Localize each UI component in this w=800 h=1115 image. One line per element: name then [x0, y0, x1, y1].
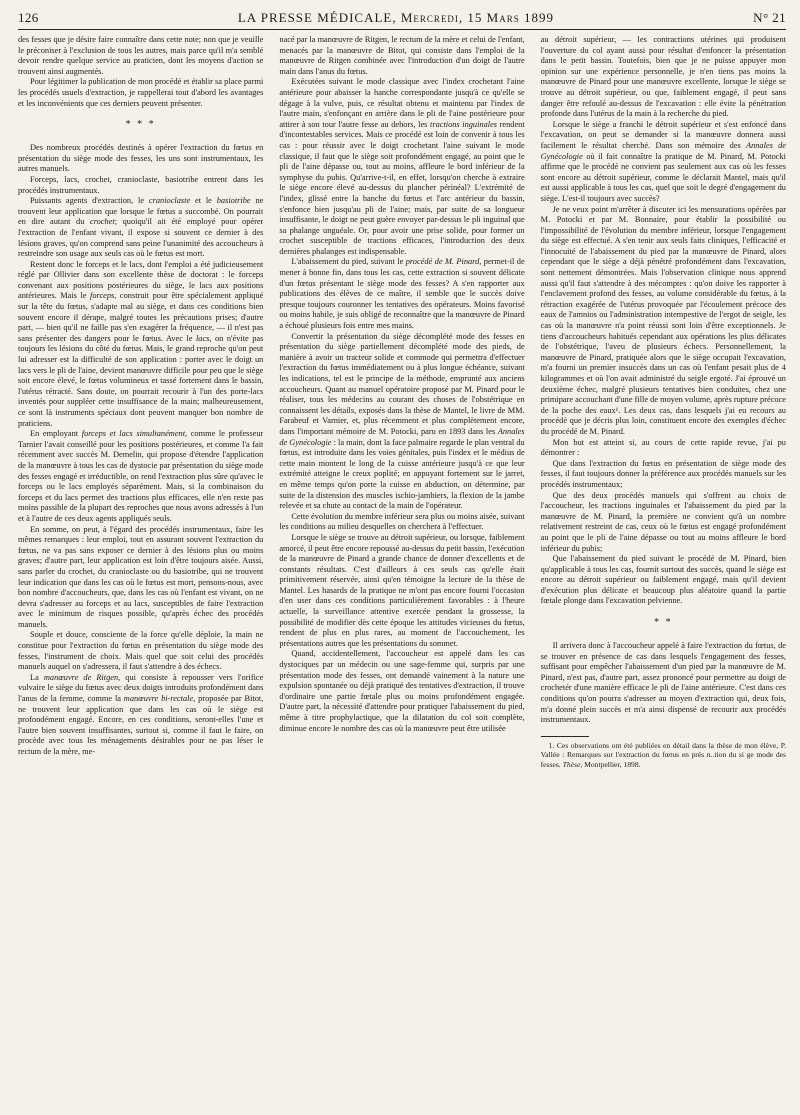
paragraph: Il arrivera donc à l'accoucheur appelé à faire l'extraction du fœtus, de se trouver en présence de cas dans lesquels l'engagement des fesses, suffisant pour empêcher l'abaissement d'un pied par la manœuvre de M. Pinard, n'est pas, d'autre part, assez prononcé pour permettre au doigt de crochetér d'une manière efficace le pli de l'aine antérieure. C'est dans ces conditions qu'on pourra s'adresser au moyen d'extraction qui, deux fois, m'a donné plein succès et m'a ainsi dispensé de recourir aux procédés instrumentaux. [540, 641, 786, 725]
journal-title: LA PRESSE MÉDICALE, Mercredi, 15 Mars 1899 [237, 10, 554, 25]
section-separator: * * [654, 617, 673, 629]
page-number: 126 [18, 10, 39, 25]
conclusion-item: Que l'abaissement du pied suivant le procédé de M. Pinard, bien qu'applicable à tous les cas, fournit surtout des succès, quand le siège est encore au détroit supérieur ou faiblement engagé, mais qu'il devient d'exécution plus délicate et beaucoup plus aléatoire quand la partie fœtale plonge dans l'excavation pelvienne. [540, 554, 786, 606]
paragraph: Mon but est atteint si, au cours de cette rapide revue, j'ai pu démontrer : [540, 437, 786, 458]
paragraph: Cette évolution du membre inférieur sera plus ou moins aisée, suivant les conditions au milieu desquelles on cherchera à l'effectuer. [279, 511, 525, 532]
conclusion-item: Que des deux procédés manuels qui s'offrent au choix de l'accoucheur, les tractions inguinales et l'abaissement du pied par la manœuvre de M. Pinard, la première ne convient qu'à un nombre relativement restreint de cas, ceux où le fœtus est engagé profondément au point que le pli de l'aine dépasse ou tout au moins affleure le bord inférieur du pubis; [540, 490, 786, 553]
paragraph: La manœuvre de Ritgen, qui consiste à repousser vers l'orifice vulvaire le siège du fœtus avec deux doigts introduits profondément dans l'anus de la femme, comme la manœuvre bi-rectale, proposée par Bitot, ne trouvent leur application que dans les cas où le siège est profondément engagé. Encore, en ces conditions, seront-elles l'une et l'autre bien souvent insuffisantes, surtout si, comme il faut le faire, on procède avec tous les ménagements désirables pour ne pas léser le rectum de la mère, me- [18, 672, 264, 756]
paragraph: Puissants agents d'extraction, le cranioclaste et le basiotribe ne trouvent leur application que lorsque le fœtus a succombé. On pourrait en dire autant du crochet; quoiqu'il ait été employé pour opérer l'extraction de l'enfant vivant, il expose si souvent ce dernier à des lésions graves, qu'on comprend sans peine l'unanimité des accoucheurs à restreindre son usage aux seuls cas où le fœtus est mort. [18, 196, 264, 259]
paragraph: Quand, accidentellement, l'accoucheur est appelé dans les cas dystociques par un médecin ou une sage-femme qui, surpris par une présentation mode des fesses, ont demandé vainement à la nature une expulsion spontanée ou déjà pratiqué des tentatives d'extraction, il trouve d'ordinaire une partie fœtale plus ou moins profondément engagée. D'autre part, la nécessité d'attendre pour pratiquer l'abaissement du pied, même à titre prophylactique, que la dilatation du col soit complète, diminue encore le nombre des cas où la manœuvre peut être utilisée [279, 649, 525, 733]
issue-number: N° 21 [753, 10, 786, 25]
paragraph: Restent donc le forceps et le lacs, dont l'emploi a été judicieusement réglé par Ollivier dans son excellente thèse de doctorat : le forceps convenant aux positions postérieures du siège, le lacs aux positions antérieures. Mais le forceps, construit pour être spécialement appliqué sur la tête du fœtus, s'adapte mal au siège, et dans ces conditions bien souvent encore il dérape, malgré toutes les précautions prises; d'autre part, — bien qu'il ne faille pas s'en exagérer la fréquence, — il n'est pas sans présenter des dangers pour le fœtus. Avec le lacs, on n'évite pas toujours les lésions du côté du fœtus. Mais, le grand reproche qu'on peut lui adresser est la difficulté de son application : porter avec le doigt un lacs vers le pli de l'aine, devient manœuvre difficile pour peu que le siège soit encore élevé, le fœtus volumineux et tassé fortement dans le bassin, l'utérus rétracté. Sans doute, on pourrait recourir à l'un des porte-lacs inventés pour suppléer cette insuffisance de la main; malheureusement, ce sont là instruments spéciaux dont peuvent manquer bon nombre de praticiens. [18, 259, 264, 428]
paragraph: Pour légitimer la publication de mon procédé et établir sa place parmi les procédés usuels d'extraction, je rappellerai tout d'abord les avantages et les inconvénients que ces derniers peuvent présenter. [18, 77, 264, 108]
paragraph: Convertir la présentation du siège décomplété mode des fesses en présentation du siège partiellement décomplété mode des pieds, de manière à avoir un tracteur solide et commode qui permettra d'effectuer l'extraction du fœtus immédiatement ou à plus longue échéance, suivant les indications, tel est le principe de la méthode, emprunté aux anciens accoucheurs. Quant au manuel opératoire proposé par M. Pinard pour le réaliser, tous les médecins au courant des choses de l'obstétrique en connaissent les détails, exposés dans la thèse de Mantel, le livre de MM. Farabeuf et Varnier, et, plus récemment et plus complètement encore, dans l'important mémoire de M. Potocki, paru en 1893 dans les Annales de Gynécologie : la main, dont la face palmaire regarde le plan ventral du fœtus, est introduite dans les voies génitales, puis l'index et le médius de cette main montent le long de la cuisse antérieure jusqu'à ce que leur extrémité atteigne le creux poplité; en appuyant fortement sur le jarret, en même temps qu'on porte la cuisse en abduction, on détermine, par suite de la distension des muscles ischio-jambiers, la flexion de la jambe relevée et sa chute au contact de la main de l'opérateur. [279, 331, 525, 511]
column-1 [18, 35, 263, 1107]
paragraph: Exécutées suivant le mode classique avec l'index crochetant l'aine antérieure pour abaisser la hanche correspondante jusqu'à ce qu'elle se dégage à la vulve, puis, ce résultat obtenu et maintenu par l'index de l'autre main, s'enfonçant en arrière dans le pli de l'aine postérieure pour attirer à son tour l'autre fesse au dehors, les tractions inguinales rendent d'incontestables services. Mais ce procédé est loin de convenir à tous les cas : pour réussir avec le doigt crochetant l'aine suivant le mode classique, il faut que le siège soit profondément engagé, au point que le pli de l'aine dépasse ou, tout au moins, affleure le bord inférieur de la symphyse du pubis. Qu'arrive-t-il, en effet, lorsqu'on cherche à extraire le siège encore élevé au-dessus du plancher périnéal? L'extrémité de l'index, glissé entre la hanche du fœtus et l'arc antérieur du bassin, s'enfonce bien jusqu'au pli de l'aine; mais, par suite de sa longueur insuffisante, le doigt ne peut guère envoyer par-dessus le pli inguinal que sa phalange unguéale. Or, pour avoir une prise solide, pour former un crochet susceptible de tractions efficaces, l'introduction des deux dernières phalanges est indispensable. [279, 77, 525, 256]
footnote: 1. Ces observations ont été publiées en détail dans la thèse de mon élève, P. Vallée : Remarques sur l'extraction du fœtus en prés n..tion du si ge mode des fesses. Thèse, Montpellier, 1898. [540, 740, 786, 769]
paragraph: des fesses que je désire faire connaître dans cette note; non que je veuille le préconiser à l'exclusion de tous les autres, mais parce qu'il m'a semblé devoir rendre quelque service au praticien, dont les moyens d'action se trouvent ainsi augmentés. [18, 35, 264, 76]
paragraph: Je ne veux point m'arrêter à discuter ici les mensurations opérées par M. Potocki et par M. Bonnaire, pour établir la possibilité ou l'impossibilité de l'évolution du membre inférieur, lorsque l'engagement du siège est effectué. A s'en tenir aux seuls faits cliniques, l'efficacité et l'innocuité de l'abaissement du pied par la manœuvre de Pinard, alors cependant que le siège a déjà pénétré profondément dans l'excavation, sont nettement démontrées. Mais l'observation clinique nous apprend aussi qu'il faut s'attendre à des mécomptes : qu'on doive les rapporter à l'enclavement profond des fesses, au volume considérable du fœtus, à la rétraction exagérée de l'utérus provoquée par l'écoulement précoce des eaux de l'amnios ou l'administration intempestive de l'ergot de seigle, les cas où la manœuvre n'a point réussi sont loin d'être exceptionnels. Je tiens d'accoucheurs habitués cependant aux opérations les plus délicates de l'obstétrique, l'aveu de plusieurs échecs. Personnellement, la manœuvre de Pinard, pratiquée alors que le siège occupait l'excavation, m'a fourni un premier insuccès dans un cas où l'enfant pesait plus de 4 kilogrammes et où l'on avait administré du seigle ergoté. J'ai éprouvé un deuxième échec, malgré plusieurs tentatives bien conduites, chez une primipare accouchant d'une fille de moyen volume, après rupture précoce de la poche des eaux¹. Les deux cas, dans lesquels j'ai eu recours au procédé que je décris plus loin, constituent encore des exemples d'échec du procédé de M. Pinard. [540, 204, 786, 436]
column-3 [541, 35, 786, 1107]
paragraph: Des nombreux procédés destinés à opérer l'extraction du fœtus en présentation du siège mode des fesses, les uns sont instrumentaux, les autres manuels. [18, 143, 264, 174]
paragraph: Souple et douce, consciente de la force qu'elle déploie, la main ne constitue pour l'extraction du fœtus en présentation du siège mode des fesses, l'instrument de choix. Mais quel que soit celui des procédés manuels auquel on s'adressera, il faut s'attendre à des échecs. [18, 630, 264, 672]
paragraph: L'abaissement du pied, suivant le procédé de M. Pinard, permet-il de mener à bonne fin, dans tous les cas, cette extraction si souvent délicate d'un fœtus présentant le siège mode des fesses? A s'en rapporter aux publications des élèves de ce maître, il semble que le succès doive presque toujours couronner les tentatives des opérateurs. Moins favorisé ou moins habile, je suis obligé de reconnaître que la manœuvre de Pinard a échoué plusieurs fois entre mes mains. [279, 257, 525, 331]
paragraph: Lorsque le siège se trouve au détroit supérieur, ou lorsque, faiblement amorcé, il peut être encore repoussé au-dessus du petit bassin, l'exécution de la manœuvre de Pinard a grande chance de donner d'excellents et de constants résultats. C'est d'ailleurs à ces seuls cas qu'elle était primitivement réservée, ainsi qu'en témoigne la lecture de la thèse de Mantel. Les hasards de la pratique ne m'ont pas encore fourni l'occasion d'en user dans ces conditions particulièrement favorables : à l'heure actuelle, la surveillance attentive exercée pendant la grossesse, la possibilité de modifier dès cette époque les attitudes vicieuses du fœtus, rendent de plus en plus rares, au moment de l'accouchement, les présentations autres que les présentations du sommet. [279, 532, 525, 648]
paragraph: En employant forceps et lacs simultanément, comme le professeur Tarnier l'avait conseillé pour les positions postérieures, et comme l'a fait récemment avec succès M. Demelin, qui propose d'étendre l'application de la manœuvre à tous les cas de dystocie par présentation du siège mode des fesses engagé et irréductible, on rend l'extraction plus sûre qu'avec le forceps ou le lacs employés séparément. Mais, si la combinaison du forceps et du lacs permet des tractions plus efficaces, elle n'en reste pas moins passible de la plupart des reproches que nous avons adressés à l'un et à l'autre de ces deux agents appliqués seuls. [18, 429, 264, 523]
paragraph: nacé par la manœuvre de Ritgen, le rectum de la mère et celui de l'enfant, menacés par la manœuvre de Bitot, qui consiste dans l'emploi de la manœuvre de Ritgen combinée avec l'introduction d'un doigt de l'autre main dans l'anus du fœtus. [279, 35, 525, 76]
column-2 [279, 35, 524, 1107]
text-columns [18, 35, 786, 1107]
section-separator: * * * [125, 119, 156, 131]
footnote-rule [541, 736, 589, 737]
paragraph: En somme, on peut, à l'égard des procédés instrumentaux, faire les mêmes remarques : leur emploi, tout en assurant souvent l'extraction du fœtus, ne va pas sans exposer ce dernier à des lésions plus ou moins graves; d'autre part, leur application est loin d'être toujours aisée. Aussi, sans parler du crochet, du cranioclaste ou du basiotribe, qui ne trouvent leur indication que dans les cas où le fœtus est mort, pensons-nous, avec bon nombre d'accoucheurs, que, dans les cas où l'enfant est vivant, on ne devra s'adresser au forceps et au lacs, susceptibles de faire l'extraction avec le minimum de risques possible, qu'après échec des procédés manuels. [18, 524, 264, 629]
running-header [18, 0, 786, 30]
conclusion-item: Que dans l'extraction du fœtus en présentation de siège mode des fesses, il faut toujours donner la préférence aux procédés manuels sur les procédés instrumentaux; [540, 458, 786, 489]
paragraph: Lorsque le siège a franchi le détroit supérieur et s'est enfoncé dans l'excavation, on peut se demander si la manœuvre donnera aussi facilement le résultat cherché. Dans son mémoire des Annales de Gynécologie où il fait connaître la pratique de M. Pinard, M. Potocki affirme que le procédé ne convient pas seulement aux cas où les fesses sont encore au détroit supérieur, comme le déclarait Mantel, mais qu'il est aussi applicable à tous les cas, quel que soit le degré d'engagement du siège. L'est-il toujours avec succès? [540, 119, 786, 203]
paragraph: Forceps, lacs, crochet, cranioclaste, basiotribe entrent dans les procédés instrumentaux. [18, 174, 264, 195]
paragraph: au détroit supérieur, — les contractions utérines qui produisent l'ouverture du col ayant aussi pour résultat d'enfoncer la présentation dans le petit bassin. Toutefois, bien que je ne puisse appuyer mon opinion sur une expérience personnelle, je n'en tiens pas moins la manœuvre de Pinard pour une manœuvre excellente, lorsque le siège se trouve au détroit supérieur, ou que, faiblement engagé, il peut sans danger être refoulé au-dessus de l'excavation : elle évite la pénétration profonde dans l'utérus de la main à la recherche du pied. [540, 35, 786, 119]
